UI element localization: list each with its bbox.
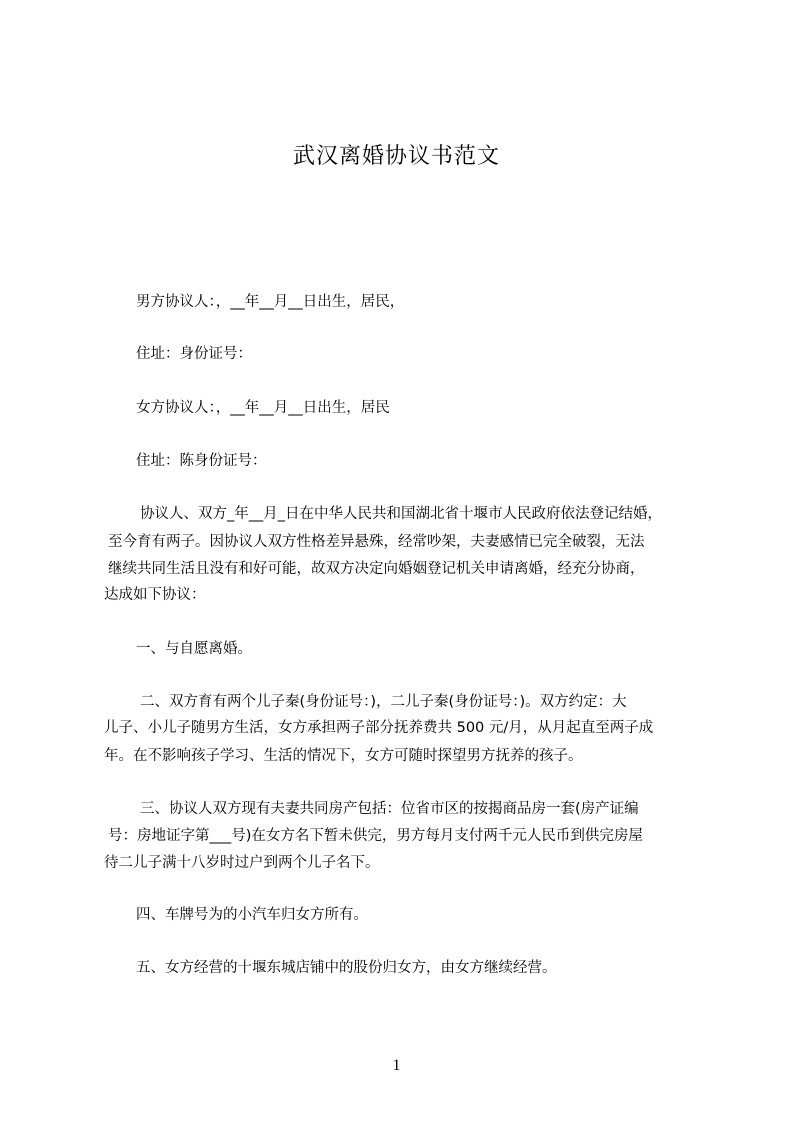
text-line: 达成如下协议： (104, 587, 206, 603)
text-line: 继续共同生活且没有和好可能，故双方决定向婚姻登记机关申请离婚，经充分协商， (108, 561, 645, 577)
text-line: 至今育有两子。因协议人双方性格差异悬殊，经常吵架，夫妻感情已完全破裂，无法 (108, 534, 645, 550)
text-line: 五、女方经营的十堰东城店铺中的股份归女方，由女方继续经营。 (136, 960, 557, 976)
text-line: 待二儿子满十八岁时过户到两个儿子名下。 (104, 855, 380, 871)
text-line: 儿子、小儿子随男方生活，女方承担两子部分抚养费共 500 元/月，从月起直至两子成 (104, 720, 654, 736)
text-line: 二、双方育有两个儿子秦(身份证号：)，二儿子秦(身份证号：)。双方约定：大 (140, 694, 627, 710)
text-line: 三、协议人双方现有夫妻共同房产包括：位省市区的按揭商品房一套(房产证编 (140, 801, 639, 817)
text-line: 四、车牌号为的小汽车归女方所有。 (136, 907, 368, 923)
text-line: 号：房地证字第___号)在女方名下暂未供完，男方每月支付两千元人民币到供完房屋 (108, 828, 643, 844)
document-title: 武汉离婚协议书范文 (292, 144, 500, 169)
text-line: 住址：陈身份证号： (136, 453, 267, 469)
page-number: 1 (392, 1057, 401, 1074)
text-line: 住址：身份证号： (136, 346, 252, 362)
text-line: 协议人、双方_年__月_日在中华人民共和国湖北省十堰市人民政府依法登记结婚， (140, 506, 662, 522)
text-line: 男方协议人：，__年__月__日出生，居民， (136, 294, 405, 310)
text-line: 年。在不影响孩子学习、生活的情况下，女方可随时探望男方抚养的孩子。 (104, 748, 583, 764)
text-line: 女方协议人：，__年__月__日出生，居民 (136, 400, 390, 416)
text-line: 一、与自愿离婚。 (136, 641, 252, 657)
